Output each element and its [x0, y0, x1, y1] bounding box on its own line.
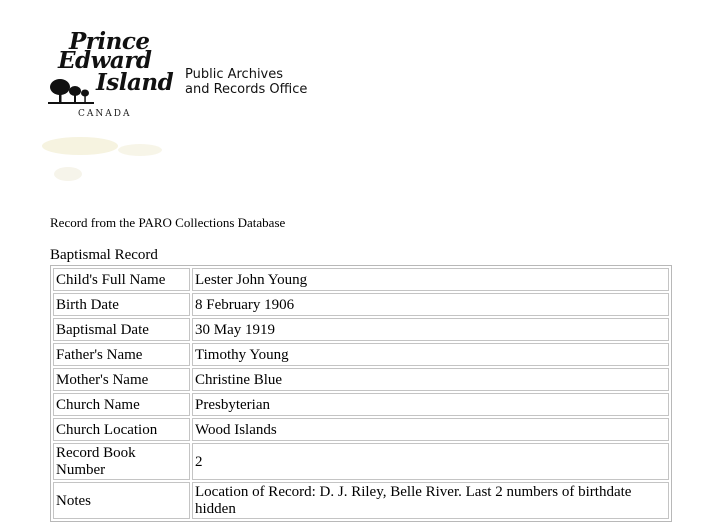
field-label: Baptismal Date — [53, 318, 190, 341]
field-label: Father's Name — [53, 343, 190, 366]
field-value: 30 May 1919 — [192, 318, 669, 341]
table-row — [53, 418, 669, 441]
field-label: Church Location — [53, 418, 190, 441]
office-name — [185, 67, 307, 97]
field-label: Church Name — [53, 393, 190, 416]
field-value: Christine Blue — [192, 368, 669, 391]
office-name-line2: and Records Office — [185, 82, 308, 97]
table-row — [53, 368, 669, 391]
pei-wordmark — [48, 30, 173, 110]
logo-country: CANADA — [78, 109, 132, 119]
table-row — [53, 318, 669, 341]
office-name-line1: Public Archives — [185, 67, 284, 82]
table-row — [53, 443, 669, 480]
field-value: 2 — [192, 443, 669, 480]
table-row — [53, 293, 669, 316]
table-row — [53, 482, 669, 519]
field-label: Child's Full Name — [53, 268, 190, 291]
logo-text-line3: Island — [96, 69, 174, 96]
paro-logo — [48, 30, 318, 130]
table-row — [53, 268, 669, 291]
field-label: Mother's Name — [53, 368, 190, 391]
field-value: Timothy Young — [192, 343, 669, 366]
field-label: Record Book Number — [53, 443, 190, 480]
field-value: Lester John Young — [192, 268, 669, 291]
baptismal-record-table — [50, 265, 672, 522]
record-caption: Baptismal Record — [50, 247, 158, 263]
field-label: Notes — [53, 482, 190, 519]
faded-watermark-image — [30, 128, 210, 198]
table-row — [53, 393, 669, 416]
logo-text-line2: Edward — [58, 47, 152, 74]
table-row — [53, 343, 669, 366]
field-value: 8 February 1906 — [192, 293, 669, 316]
trees-icon — [48, 78, 94, 106]
field-label: Birth Date — [53, 293, 190, 316]
source-note: Record from the PARO Collections Database — [50, 215, 286, 230]
field-value: Location of Record: D. J. Riley, Belle River. Last 2 numbers of birthdate hidden — [192, 482, 669, 519]
logo-text-line1: Prince — [69, 28, 150, 55]
field-value: Wood Islands — [192, 418, 669, 441]
field-value: Presbyterian — [192, 393, 669, 416]
